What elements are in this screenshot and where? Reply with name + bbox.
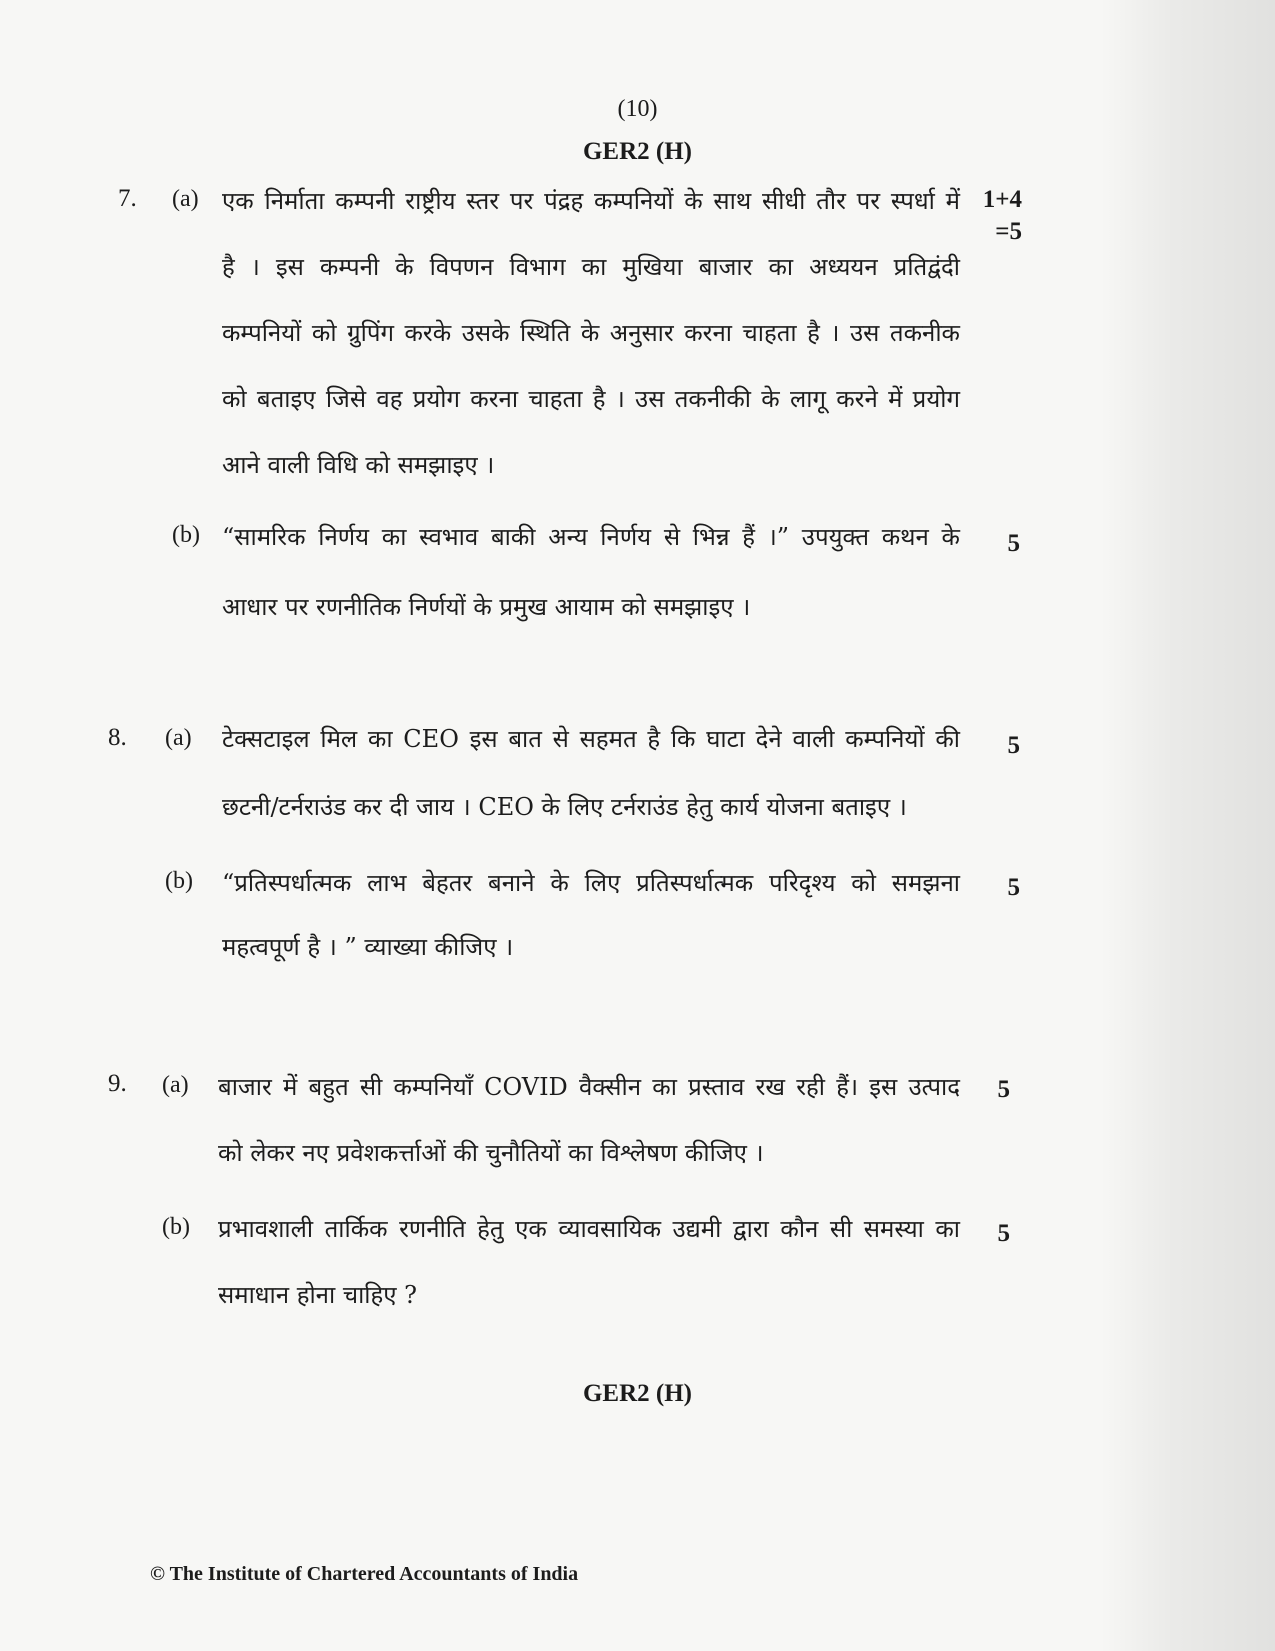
- question-9a-marks: 5: [997, 1076, 1010, 1103]
- question-8b-line-1: “प्रतिस्पर्धात्मक लाभ बेहतर बनाने के लिए प्रतिस्पर्धात्मक परिदृश्य को समझना: [222, 869, 960, 897]
- question-7a-marks-line-2: =5: [995, 218, 1022, 245]
- question-9b-marks: 5: [997, 1220, 1010, 1247]
- question-9a-line-1: बाजार में बहुत सी कम्पनियाँ COVID वैक्सीन का प्रस्ताव रख रही हैं। इस उत्पाद: [218, 1073, 960, 1101]
- question-7a-line-3: कम्पनियों को ग्रुपिंग करके उसके स्थिति के अनुसार करना चाहता है । उस तकनीक: [222, 319, 960, 347]
- question-7a-line-1: एक निर्माता कम्पनी राष्ट्रीय स्तर पर पंद्रह कम्पनियों के साथ सीधी तौर पर स्पर्धा में: [222, 187, 960, 215]
- question-9a-label: (a): [162, 1072, 189, 1098]
- question-8a-line-2: छटनी/टर्नराउंड कर दी जाय । CEO के लिए टर्नराउंड हेतु कार्य योजना बताइए ।: [222, 793, 907, 821]
- paper-code-footer: GER2 (H): [582, 1380, 693, 1407]
- question-number-8: 8.: [108, 724, 127, 751]
- paper-code-header: GER2 (H): [582, 138, 693, 165]
- question-7b-line-2: आधार पर रणनीतिक निर्णयों के प्रमुख आयाम को समझाइए ।: [222, 593, 751, 621]
- question-7a-line-2: है । इस कम्पनी के विपणन विभाग का मुखिया बाजार का अध्ययन प्रतिद्वंदी: [222, 253, 960, 281]
- question-number-7: 7.: [118, 185, 137, 212]
- question-7a-line-5: आने वाली विधि को समझाइए ।: [222, 451, 495, 479]
- page-number: (10): [617, 96, 658, 122]
- question-9b-label: (b): [162, 1214, 190, 1240]
- question-7b-line-1: “सामरिक निर्णय का स्वभाव बाकी अन्य निर्णय से भिन्न हैं ।” उपयुक्त कथन के: [222, 523, 960, 551]
- question-8a-label: (a): [165, 725, 192, 751]
- question-9b-line-2: समाधान होना चाहिए ?: [218, 1281, 418, 1309]
- question-8b-marks: 5: [1007, 874, 1020, 901]
- question-8a-marks: 5: [1007, 732, 1020, 759]
- question-7a-marks-line-1: 1+4: [982, 186, 1022, 213]
- question-8b-label: (b): [165, 868, 193, 894]
- question-7b-label: (b): [172, 522, 200, 548]
- question-7b-marks: 5: [1007, 530, 1020, 557]
- question-9b-line-1: प्रभावशाली तार्किक रणनीति हेतु एक व्यावसायिक उद्यमी द्वारा कौन सी समस्या का: [218, 1215, 960, 1243]
- question-9a-line-2: को लेकर नए प्रवेशकर्त्ताओं की चुनौतियों का विश्लेषण कीजिए ।: [218, 1139, 764, 1167]
- question-number-9: 9.: [108, 1070, 127, 1097]
- question-7a-label: (a): [172, 186, 199, 212]
- question-8a-line-1: टेक्सटाइल मिल का CEO इस बात से सहमत है कि घाटा देने वाली कम्पनियों की: [222, 725, 960, 753]
- copyright-notice: © The Institute of Chartered Accountants of India: [150, 1563, 579, 1585]
- question-7a-line-4: को बताइए जिसे वह प्रयोग करना चाहता है । उस तकनीकी के लागू करने में प्रयोग: [222, 385, 960, 413]
- question-8b-line-2: महत्वपूर्ण है । ” व्याख्या कीजिए ।: [222, 933, 514, 961]
